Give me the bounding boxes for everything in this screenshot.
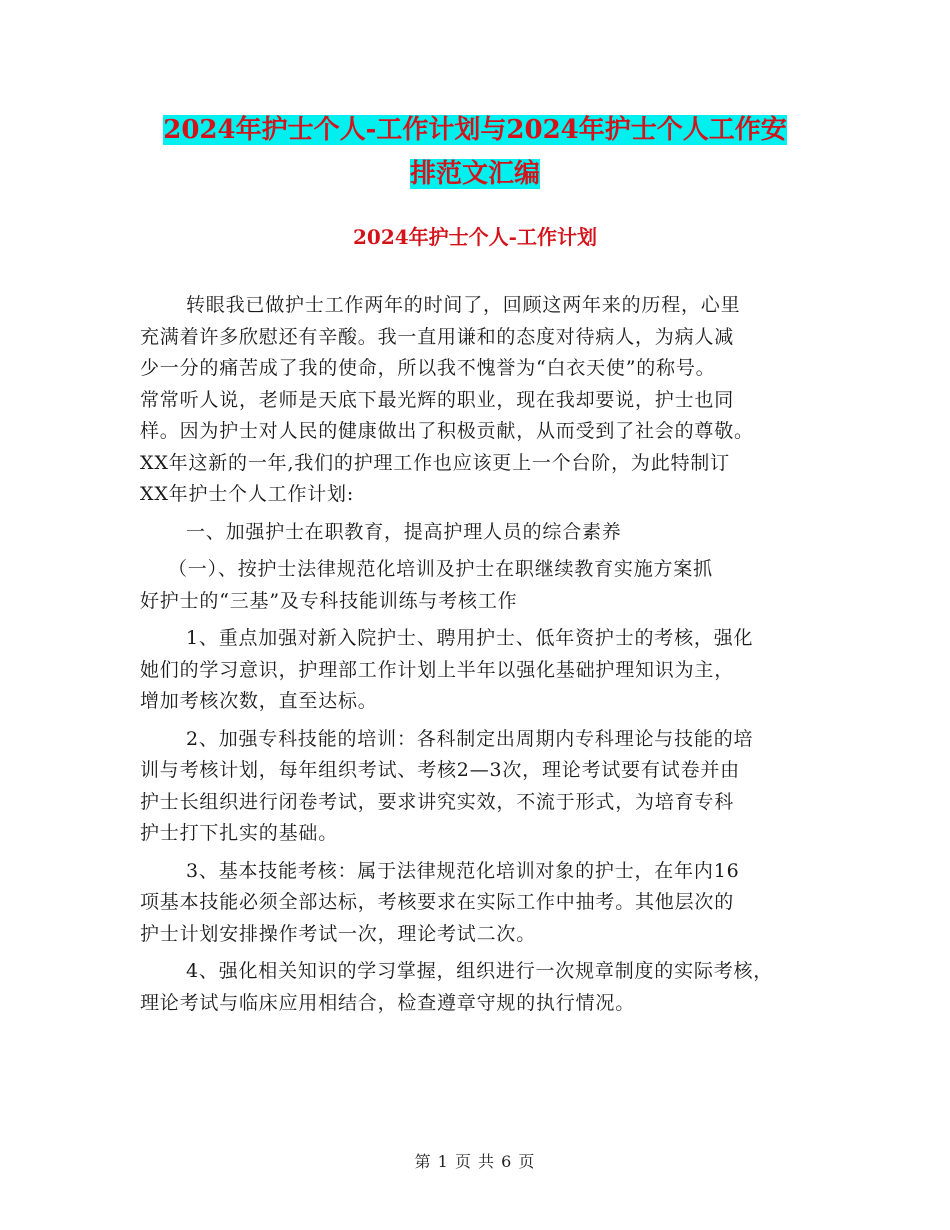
text-line: 项基本技能必须全部达标，考核要求在实际工作中抽考。其他层次的 [140, 891, 735, 913]
text-line: 转眼我已做护士工作两年的时间了，回顾这两年来的历程，心里 [186, 294, 741, 316]
text-line: 她们的学习意识，护理部工作计划上半年以强化基础护理知识为主， [140, 658, 735, 681]
paragraph-item-1 [140, 623, 812, 718]
text-line: 少一分的痛苦成了我的使命，所以我不愧誉为“白衣天使”的称号。 [140, 357, 716, 379]
text-line: 1、重点加强对新入院护士、聘用护士、低年资护士的考核，强化 [186, 627, 754, 649]
text-line: 护士长组织进行闭卷考试，要求讲究实效，不流于形式，为培育专科 [140, 790, 735, 813]
paragraph-heading-1 [140, 517, 812, 549]
text-line: 常常听人说，老师是天底下最光辉的职业，现在我却要说，护士也同 [140, 388, 735, 411]
text-line: 护士打下扎实的基础。 [140, 822, 339, 844]
text-line: XX年护士个人工作计划: [140, 483, 355, 505]
text-line: 一、加强护士在职教育，提高护理人员的综合素养 [186, 520, 622, 543]
paragraph-intro [140, 290, 812, 511]
paragraph-item-3 [140, 856, 812, 951]
text-line: （一）、按护士法律规范化培训及护士在职继续教育实施方案抓 [168, 558, 713, 580]
text-line: 训与考核计划，每年组织考试、考核2—3次，理论考试要有试卷并由 [140, 759, 740, 781]
paragraph-subheading-1 [140, 554, 812, 617]
paragraph-item-2 [140, 724, 812, 850]
text-line: 4、强化相关知识的学习掌握，组织进行一次规章制度的实际考核， [186, 960, 774, 982]
text-line: 3、基本技能考核：属于法律规范化培训对象的护士，在年内16 [186, 859, 740, 882]
document-title-line-1: 2024年护士个人-工作计划与2024年护士个人工作安 [163, 115, 787, 145]
text-line: 样。因为护士对人民的健康做出了积极贡献，从而受到了社会的尊敬。 [140, 420, 754, 442]
text-line: 护士计划安排操作考试一次，理论考试二次。 [140, 922, 537, 945]
document-title-line-2: 排范文汇编 [409, 159, 540, 189]
document-title [140, 108, 810, 196]
paragraph-item-4 [140, 956, 812, 1019]
text-line: 增加考核次数，直至达标。 [140, 690, 378, 712]
section-title: 2024年护士个人-工作计划 [353, 225, 597, 249]
page-number-footer: 第 1 页 共 6 页 [414, 1152, 536, 1171]
document-body [140, 290, 812, 1019]
text-line: 好护士的“三基”及专科技能训练与考核工作 [140, 589, 518, 612]
text-line: 充满着许多欣慰还有辛酸。我一直用谦和的态度对待病人，为病人减 [140, 325, 735, 348]
text-line: 2、加强专科技能的培训：各科制定出周期内专科理论与技能的培 [186, 727, 754, 750]
text-line: 理论考试与临床应用相结合，检查遵章守规的执行情况。 [140, 991, 636, 1014]
text-line: XX年这新的一年,我们的护理工作也应该更上一个台阶，为此特制订 [140, 451, 730, 474]
